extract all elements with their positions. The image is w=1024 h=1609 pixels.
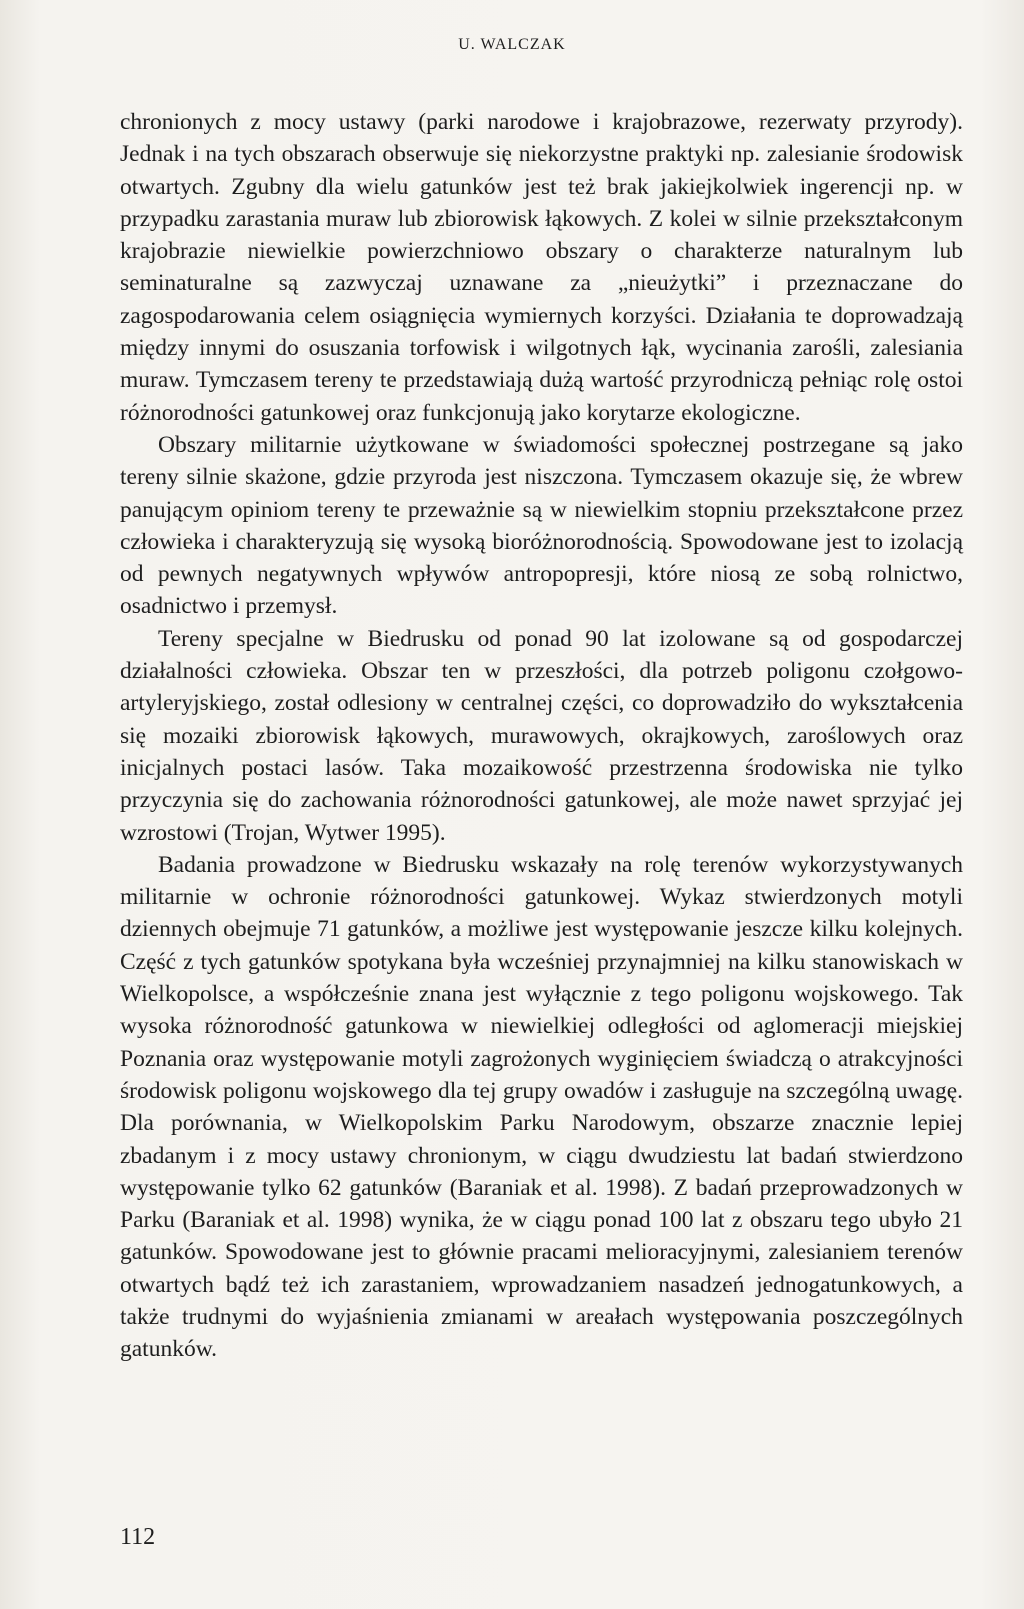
paragraph-continued: chronionych z mocy ustawy (parki narodowe i krajobrazowe, rezerwaty przyrody). Jednak i na tych obszarach obserwuje się niekorzystne praktyki np. zalesianie środowisk otwartych. Zgubny dla wielu gatunków jest też brak jakiejkolwiek ingerencji np. w przypadku zarastania muraw lub zbiorowisk łąkowych. Z kolei w silnie przekształconym krajobrazie niewielkie powierzchniowo obszary o charakterze naturalnym lub seminaturalne są zazwyczaj uznawane za „nieużytki” i przeznaczane do zagospodarowania celem osiągnięcia wymiernych korzyści. Działania te doprowadzają między innymi do osuszania torfowisk i wilgotnych łąk, wycinania zarośli, zalesiania muraw. Tymczasem tereny te przedstawiają dużą wartość przyrodniczą pełniąc rolę ostoi różnorodności gatunkowej oraz funkcjonują jako korytarze ekologiczne.: [120, 109, 963, 426]
body-text: [120, 106, 963, 1366]
paragraph-tereny-specjalne: Tereny specjalne w Biedrusku od ponad 90 lat izolowane są od gospodarczej działalności człowieka. Obszar ten w przeszłości, dla potrzeb poligonu czołgowo-artyleryjskiego, został odlesiony w centralnej części, co doprowadziło do wykształcenia się mozaiki zbiorowisk łąkowych, murawowych, okrajkowych, zaroślowych oraz inicjalnych postaci lasów. Taka mozaikowość przestrzenna środowiska nie tylko przyczynia się do zachowania różnorodności gatunkowej, ale może nawet sprzyjać jej wzrostowi (Trojan, Wytwer 1995).: [120, 625, 963, 846]
page-number: 112: [120, 1524, 156, 1550]
paragraph-militarne-obszary: Obszary militarnie użytkowane w świadomości społecznej postrzegane są jako tereny silnie skażone, gdzie przyroda jest niszczona. Tymczasem okazuje się, że wbrew panującym opiniom tereny te przeważnie są w niewielkim stopniu przekształcone przez człowieka i charakteryzują się wysoką bioróżnorodnością. Spowodowane jest to izolacją od pewnych negatywnych wpływów antropopresji, które niosą ze sobą rolnictwo, osadnictwo i przemysł.: [120, 431, 963, 620]
running-head: U. WALCZAK: [458, 36, 566, 53]
paragraph-badania: Badania prowadzone w Biedrusku wskazały na rolę terenów wykorzystywanych militarnie w ochronie różnorodności gatunkowej. Wykaz stwierdzonych motyli dziennych obejmuje 71 gatunków, a możliwe jest występowanie jeszcze kilku kolejnych. Część z tych gatunków spotykana była wcześniej przynajmniej na kilku stanowiskach w Wielkopolsce, a współcześnie znana jest wyłącznie z tego poligonu wojskowego. Tak wysoka różnorodność gatunkowa w niewielkiej odległości od aglomeracji miejskiej Poznania oraz występowanie motyli zagrożonych wyginięciem świadczą o atrakcyjności środowisk poligonu wojskowego dla tej grupy owadów i zasługuje na szczególną uwagę. Dla porównania, w Wielkopolskim Parku Narodowym, obszarze znacznie lepiej zbadanym i z mocy ustawy chronionym, w ciągu dwudziestu lat badań stwierdzono występowanie tylko 62 gatunków (Baraniak et al. 1998). Z badań przeprowadzonych w Parku (Baraniak et al. 1998) wynika, że w ciągu ponad 100 lat z obszaru tego ubyło 21 gatunków. Spowodowane jest to głównie pracami melioracyjnymi, zalesianiem terenów otwartych bądź też ich zarastaniem, wprowadzaniem nasadzeń jednogatunkowych, a także trudnymi do wyjaśnienia zmianami w areałach występowania poszczególnych gatunków.: [120, 851, 963, 1363]
